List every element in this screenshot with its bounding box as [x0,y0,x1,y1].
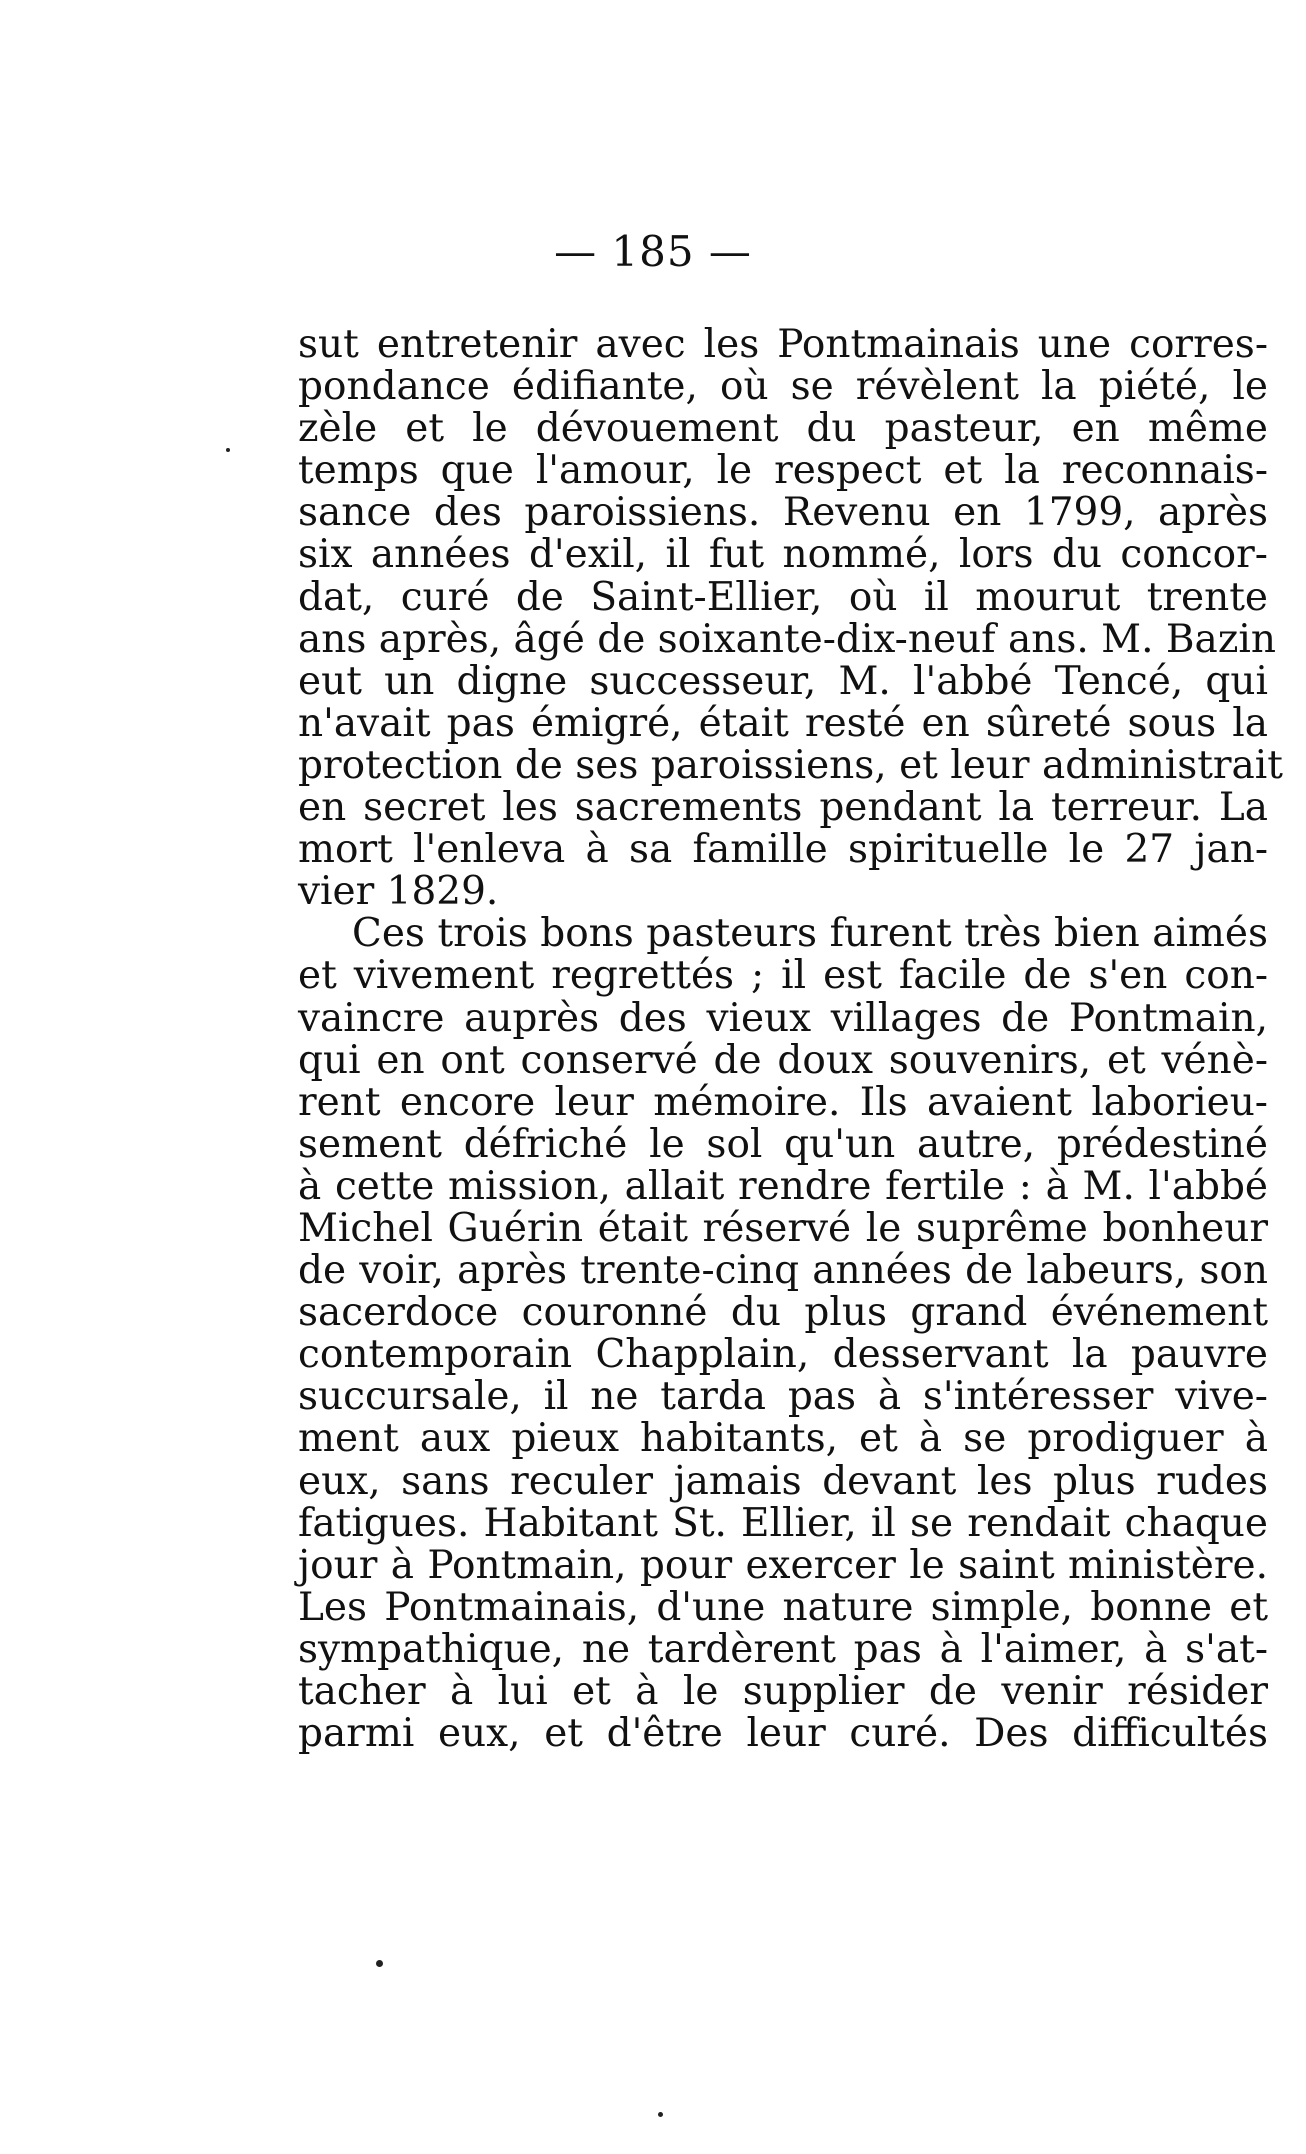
text-line: succursale, il ne tarda pas à s'intéresser vive- [298,1374,1268,1420]
body-text [298,322,1283,1757]
text-line: contemporain Chapplain, desservant la pauvre [298,1332,1268,1378]
text-line: parmi eux, et d'être leur curé. Des difficultés [298,1711,1268,1757]
text-line: ment aux pieux habitants, et à se prodiguer à [298,1416,1268,1462]
text-line: eux, sans reculer jamais devant les plus rudes [298,1458,1268,1504]
text-line: temps que l'amour, le respect et la reconnais- [298,448,1268,494]
text-line: et vivement regrettés ; il est facile de s'en con- [298,953,1268,999]
scan-speck [226,448,230,452]
text-line: sacerdoce couronné du plus grand événement [298,1290,1268,1336]
text-line: Ces trois bons pasteurs furent très bien aimés [352,911,1268,957]
text-line: sympathique, ne tardèrent pas à l'aimer, à s'at- [298,1626,1268,1672]
text-line: de voir, après trente-cinq années de labeurs, son [298,1248,1268,1294]
text-line: six années d'exil, il fut nommé, lors du concor- [298,532,1268,578]
text-line: ans après, âgé de soixante-dix-neuf ans. M. Bazin [298,616,1276,662]
text-line: vaincre auprès des vieux villages de Pontmain, [298,995,1268,1041]
text-line: tacher à lui et à le supplier de venir résider [298,1669,1268,1714]
text-line: sement défriché le sol qu'un autre, prédestiné [298,1121,1268,1167]
page-number: — 185 — [554,227,752,276]
text-line: Les Pontmainais, d'une nature simple, bonne et [298,1584,1268,1630]
text-line: Michel Guérin était réservé le suprême bonheur [298,1205,1268,1251]
text-line: à cette mission, allait rendre fertile : à M. l'abbé [298,1163,1268,1209]
text-line: en secret les sacrements pendant la terreur. La [298,785,1268,831]
text-line: dat, curé de Saint-Ellier, où il mourut trente [298,574,1268,620]
text-line: fatigues. Habitant St. Ellier, il se rendait chaque [298,1500,1268,1546]
text-line: zèle et le dévouement du pasteur, en même [298,406,1268,452]
text-line: n'avait pas émigré, était resté en sûreté sous la [298,700,1268,746]
text-line: pondance édifiante, où se révèlent la piété, le [298,364,1268,410]
text-line: sance des paroissiens. Revenu en 1799, après [298,490,1268,536]
scan-speck [658,2112,663,2117]
text-line: jour à Pontmain, pour exercer le saint ministère. [298,1542,1268,1588]
text-line: sut entretenir avec les Pontmainais une corres- [298,322,1268,367]
text-line: qui en ont conservé de doux souvenirs, et vénè- [298,1037,1268,1083]
text-line: rent encore leur mémoire. Ils avaient laborieu- [298,1079,1268,1125]
text-line: eut un digne successeur, M. l'abbé Tencé, qui [298,658,1268,704]
text-line: vier 1829. [298,869,499,915]
text-line: protection de ses paroissiens, et leur administrait [298,742,1283,788]
text-line: mort l'enleva à sa famille spirituelle le 27 jan- [298,827,1268,873]
scan-speck [376,1960,383,1967]
